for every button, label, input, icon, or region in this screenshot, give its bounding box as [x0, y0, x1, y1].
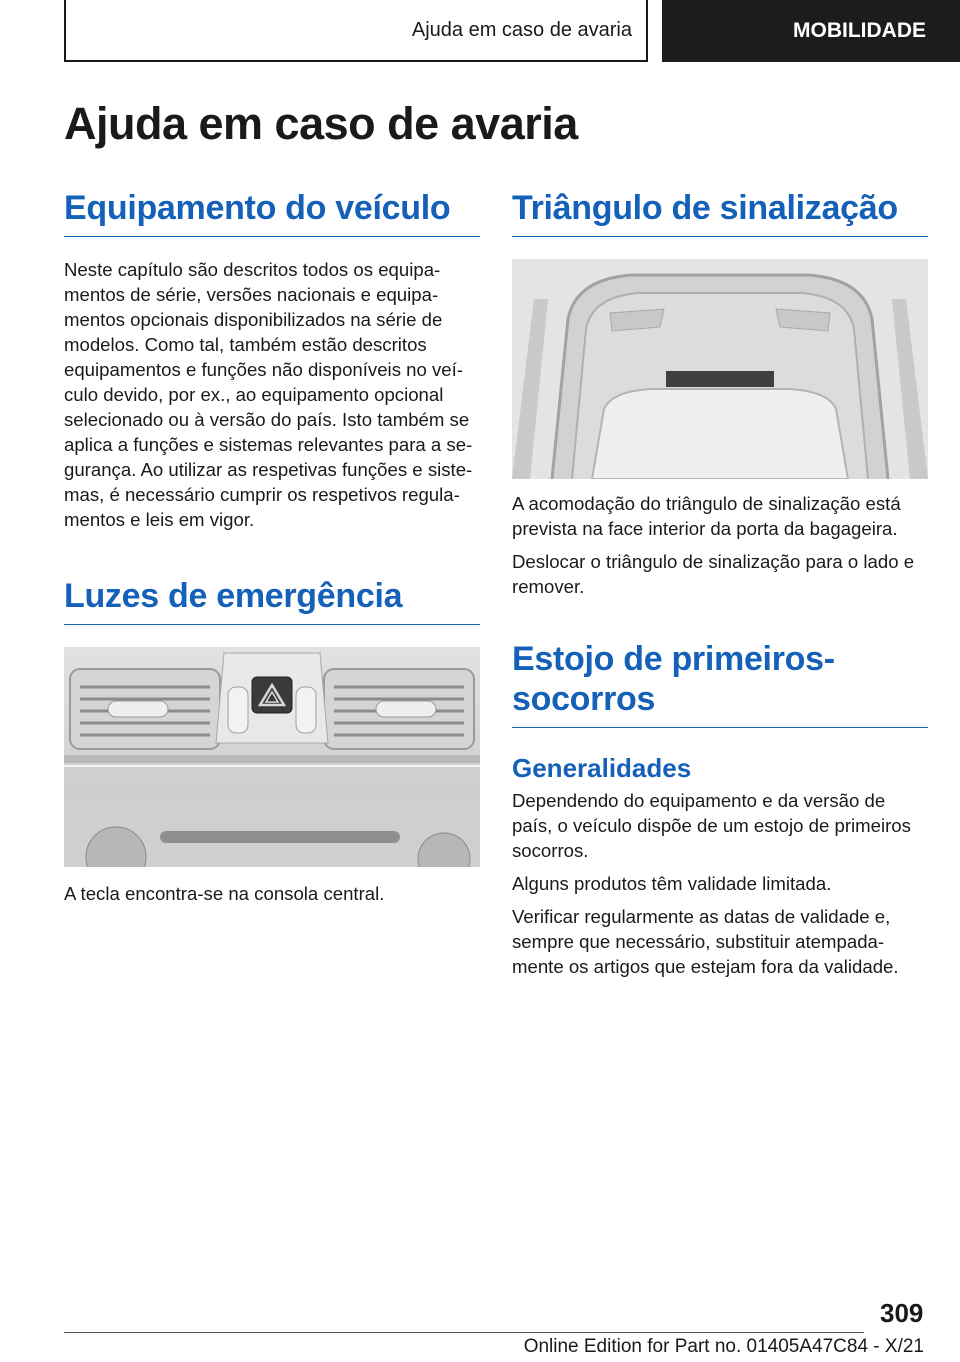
header-section-tab	[64, 0, 648, 62]
general-paragraph-1	[512, 788, 928, 863]
text-line: mentos e leis em vigor.	[64, 509, 255, 530]
vehicle-equipment-paragraph	[64, 257, 480, 532]
text-line: A acomodação do triângulo de sinalização está	[512, 493, 901, 514]
text-line: equipamentos e funções não disponíveis no veí-	[64, 359, 463, 380]
general-paragraph-3	[512, 904, 928, 979]
triangle-paragraph-2	[512, 549, 928, 599]
page-title: Ajuda em caso de avaria	[64, 98, 578, 149]
heading-line: Estojo de primeiros-	[512, 640, 835, 678]
vehicle-equipment-heading: Equipamento do veículo	[64, 188, 480, 237]
hazard-lights-heading: Luzes de emergência	[64, 576, 480, 625]
text-line: selecionado ou à versão do país. Isto também se	[64, 409, 470, 430]
text-line: gurança. Ao utilizar as respetivas funções e siste-	[64, 459, 473, 480]
header-chapter-tab	[662, 0, 960, 62]
hazard-button-image	[64, 647, 480, 867]
hazard-caption: A tecla encontra-se na consola central.	[64, 883, 385, 904]
right-column	[512, 188, 928, 979]
text-line: socorros.	[512, 840, 589, 861]
text-line: país, o veículo dispõe de um estojo de primeiros	[512, 815, 911, 836]
text-line: mas, é necessário cumprir os respetivos regula-	[64, 484, 460, 505]
text-line: Verificar regularmente as datas de validade e,	[512, 906, 891, 927]
header-section-label: Ajuda em caso de avaria	[411, 18, 632, 41]
triangle-paragraph-1	[512, 491, 928, 541]
text-line: prevista na face interior da porta da bagageira.	[512, 518, 898, 539]
text-line: mentos opcionais disponibilizados na série de	[64, 309, 443, 330]
text-line: culo devido, por ex., ao equipamento opcional	[64, 384, 444, 405]
page-number: 309	[880, 1298, 924, 1328]
text-line: aplica a funções e sistemas relevantes para a se-	[64, 434, 473, 455]
warning-triangle-heading: Triângulo de sinalização	[512, 188, 928, 237]
text-line: Deslocar o triângulo de sinalização para o lado e	[512, 551, 915, 572]
tailgate-triangle-image	[512, 259, 928, 479]
text-line: Neste capítulo são descritos todos os equipa-	[64, 259, 441, 280]
general-paragraph-2: Alguns produtos têm validade limitada.	[512, 873, 832, 894]
text-line: mente os artigos que estejam fora da validade.	[512, 956, 899, 977]
text-line: sempre que necessário, substituir atempada-	[512, 931, 885, 952]
heading-line: socorros	[512, 680, 656, 718]
footer-edition-text: Online Edition for Part no. 01405A47C84 - X/21	[523, 1336, 924, 1357]
text-line: mentos de série, versões nacionais e equipa-	[64, 284, 439, 305]
first-aid-kit-heading	[512, 639, 928, 728]
left-column	[64, 188, 480, 906]
header-chapter-label: MOBILIDADE	[793, 19, 926, 42]
text-line: Dependendo do equipamento e da versão de	[512, 790, 886, 811]
footer-divider	[64, 1332, 864, 1333]
text-line: modelos. Como tal, também estão descritos	[64, 334, 427, 355]
general-subheading: Generalidades	[512, 753, 692, 783]
text-line: remover.	[512, 576, 585, 597]
